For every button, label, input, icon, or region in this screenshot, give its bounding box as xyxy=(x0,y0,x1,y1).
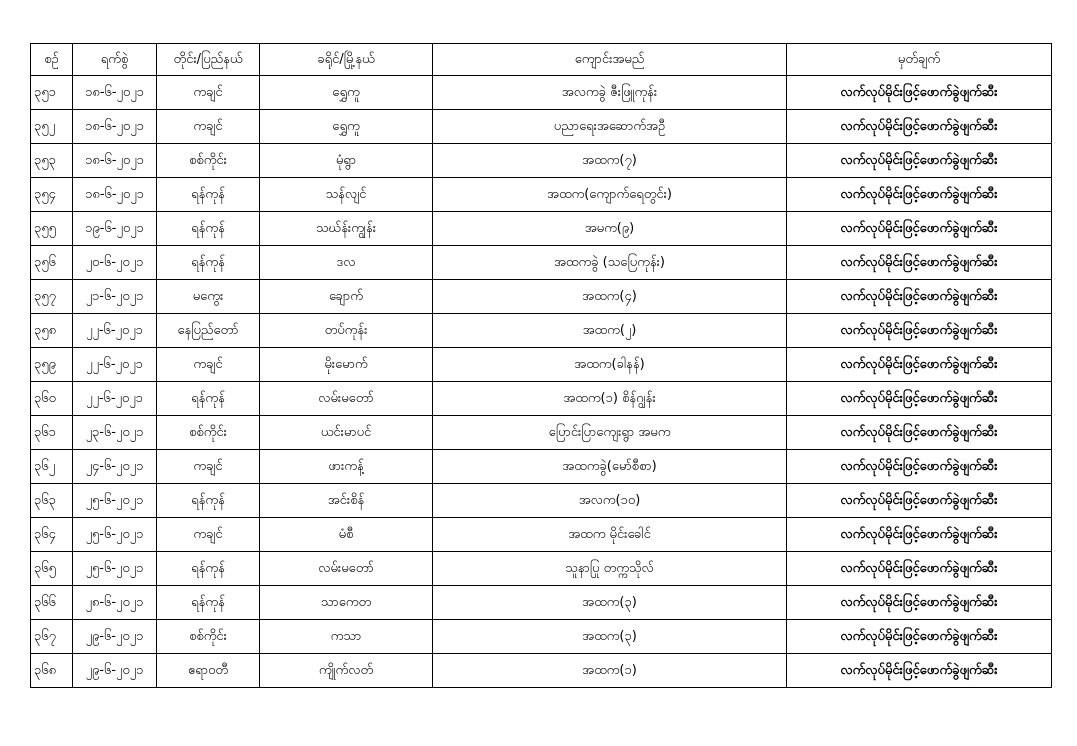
cell-region-state: ရန်ကုန် xyxy=(157,212,260,246)
cell-region-state: ရန်ကုန် xyxy=(157,484,260,518)
cell-serial-number: ၃၆၀ xyxy=(31,382,73,416)
cell-remarks: လက်လုပ်မိုင်းဖြင့်ဖောက်ခွဲဖျက်ဆီး xyxy=(787,620,1052,654)
table-row xyxy=(31,586,1052,620)
table-row xyxy=(31,416,1052,450)
cell-serial-number: ၃၆၂ xyxy=(31,450,73,484)
cell-date: ၁၈-၆-၂၀၂၁ xyxy=(73,110,157,144)
cell-remarks: လက်လုပ်မိုင်းဖြင့်ဖောက်ခွဲဖျက်ဆီး xyxy=(787,246,1052,280)
table-body xyxy=(31,76,1052,688)
cell-school-name: အလကခွဲ ဇီးဖြူကုန်း xyxy=(433,76,787,110)
cell-district-township: အင်းစိန် xyxy=(260,484,433,518)
cell-region-state: ရန်ကုန် xyxy=(157,178,260,212)
cell-school-name: အမက(၉) xyxy=(433,212,787,246)
cell-region-state: ကချင် xyxy=(157,110,260,144)
table-row xyxy=(31,382,1052,416)
cell-district-township: ရွှေကူ xyxy=(260,76,433,110)
incident-table xyxy=(30,43,1052,688)
cell-date: ၂၃-၆-၂၀၂၁ xyxy=(73,416,157,450)
cell-district-township: လမ်းမတော် xyxy=(260,382,433,416)
table-row xyxy=(31,178,1052,212)
cell-serial-number: ၃၅၂ xyxy=(31,110,73,144)
table-row xyxy=(31,314,1052,348)
table-row xyxy=(31,110,1052,144)
cell-district-township: ဖားကန့် xyxy=(260,450,433,484)
table-header xyxy=(31,44,1052,76)
cell-district-township: မုံရွာ xyxy=(260,144,433,178)
cell-district-township: သာကေတ xyxy=(260,586,433,620)
cell-remarks: လက်လုပ်မိုင်းဖြင့်ဖောက်ခွဲဖျက်ဆီး xyxy=(787,450,1052,484)
cell-district-township: သန်လျင် xyxy=(260,178,433,212)
cell-district-township: ရွှေကူ xyxy=(260,110,433,144)
cell-remarks: လက်လုပ်မိုင်းဖြင့်ဖောက်ခွဲဖျက်ဆီး xyxy=(787,76,1052,110)
cell-region-state: ဧရာဝတီ xyxy=(157,654,260,688)
cell-serial-number: ၃၅၁ xyxy=(31,76,73,110)
cell-school-name: အထက(၃) xyxy=(433,620,787,654)
cell-region-state: စစ်ကိုင်း xyxy=(157,144,260,178)
cell-region-state: ရန်ကုန် xyxy=(157,382,260,416)
cell-district-township: ဒလ xyxy=(260,246,433,280)
table-row xyxy=(31,348,1052,382)
cell-serial-number: ၃၅၈ xyxy=(31,314,73,348)
cell-school-name: အထက(၃) xyxy=(433,586,787,620)
cell-remarks: လက်လုပ်မိုင်းဖြင့်ဖောက်ခွဲဖျက်ဆီး xyxy=(787,280,1052,314)
cell-school-name: အလက(၁၀) xyxy=(433,484,787,518)
table-row xyxy=(31,280,1052,314)
cell-school-name: အထက(၁) စိန်ဂျွန်း xyxy=(433,382,787,416)
cell-school-name: အထကခွဲ(မော်စီစာ) xyxy=(433,450,787,484)
table-row xyxy=(31,212,1052,246)
header-row xyxy=(31,44,1052,76)
cell-date: ၂၉-၆-၂၀၂၁ xyxy=(73,654,157,688)
header-region-state: တိုင်း/ပြည်နယ် xyxy=(157,44,260,76)
cell-date: ၂၅-၆-၂၀၂၁ xyxy=(73,552,157,586)
cell-date: ၂၂-၆-၂၀၂၁ xyxy=(73,382,157,416)
cell-school-name: အထက(၄) xyxy=(433,280,787,314)
cell-date: ၂၉-၆-၂၀၂၁ xyxy=(73,620,157,654)
cell-school-name: အထက(၇) xyxy=(433,144,787,178)
cell-serial-number: ၃၆၇ xyxy=(31,620,73,654)
header-remarks: မှတ်ချက် xyxy=(787,44,1052,76)
table-row xyxy=(31,620,1052,654)
table-row xyxy=(31,654,1052,688)
cell-date: ၁၉-၆-၂၀၂၁ xyxy=(73,212,157,246)
cell-remarks: လက်လုပ်မိုင်းဖြင့်ဖောက်ခွဲဖျက်ဆီး xyxy=(787,382,1052,416)
cell-school-name: သူနာပြု တက္ကသိုလ် xyxy=(433,552,787,586)
cell-remarks: လက်လုပ်မိုင်းဖြင့်ဖောက်ခွဲဖျက်ဆီး xyxy=(787,552,1052,586)
cell-district-township: ကသာ xyxy=(260,620,433,654)
cell-region-state: ကချင် xyxy=(157,518,260,552)
cell-date: ၂၂-၆-၂၀၂၁ xyxy=(73,348,157,382)
cell-serial-number: ၃၅၇ xyxy=(31,280,73,314)
cell-date: ၁၈-၆-၂၀၂၁ xyxy=(73,178,157,212)
cell-region-state: ကချင် xyxy=(157,450,260,484)
cell-district-township: ကျိုက်လတ် xyxy=(260,654,433,688)
cell-serial-number: ၃၅၄ xyxy=(31,178,73,212)
cell-district-township: သဃ်န်းကျွန်း xyxy=(260,212,433,246)
cell-school-name: အထက(ခါနန်) xyxy=(433,348,787,382)
cell-school-name: ပြောင်းပြာကျေးရွာ အမက xyxy=(433,416,787,450)
cell-remarks: လက်လုပ်မိုင်းဖြင့်ဖောက်ခွဲဖျက်ဆီး xyxy=(787,518,1052,552)
cell-remarks: လက်လုပ်မိုင်းဖြင့်ဖောက်ခွဲဖျက်ဆီး xyxy=(787,654,1052,688)
cell-serial-number: ၃၆၁ xyxy=(31,416,73,450)
cell-serial-number: ၃၅၅ xyxy=(31,212,73,246)
cell-region-state: ရန်ကုန် xyxy=(157,586,260,620)
cell-school-name: အထကခွဲ (သပြေကုန်း) xyxy=(433,246,787,280)
cell-school-name: အထက(၁) xyxy=(433,654,787,688)
cell-school-name: ပညာရေးအဆောက်အဦ xyxy=(433,110,787,144)
cell-remarks: လက်လုပ်မိုင်းဖြင့်ဖောက်ခွဲဖျက်ဆီး xyxy=(787,586,1052,620)
cell-remarks: လက်လုပ်မိုင်းဖြင့်ဖောက်ခွဲဖျက်ဆီး xyxy=(787,314,1052,348)
cell-remarks: လက်လုပ်မိုင်းဖြင့်ဖောက်ခွဲဖျက်ဆီး xyxy=(787,484,1052,518)
cell-region-state: စစ်ကိုင်း xyxy=(157,620,260,654)
cell-region-state: ရန်ကုန် xyxy=(157,552,260,586)
cell-serial-number: ၃၆၄ xyxy=(31,518,73,552)
cell-region-state: စစ်ကိုင်း xyxy=(157,416,260,450)
cell-district-township: တပ်ကုန်း xyxy=(260,314,433,348)
header-district-township: ခရိုင်/မြို့နယ် xyxy=(260,44,433,76)
table-row xyxy=(31,246,1052,280)
cell-date: ၂၄-၆-၂၀၂၁ xyxy=(73,450,157,484)
header-school-name: ကျောင်းအမည် xyxy=(433,44,787,76)
table-row xyxy=(31,518,1052,552)
table-row xyxy=(31,552,1052,586)
table-row xyxy=(31,450,1052,484)
table-row xyxy=(31,76,1052,110)
cell-region-state: မကွေး xyxy=(157,280,260,314)
cell-region-state: နေပြည်တော် xyxy=(157,314,260,348)
cell-region-state: ကချင် xyxy=(157,348,260,382)
cell-district-township: ယင်းမာပင် xyxy=(260,416,433,450)
cell-district-township: လမ်းမတော် xyxy=(260,552,433,586)
cell-serial-number: ၃၆၅ xyxy=(31,552,73,586)
cell-date: ၂၁-၆-၂၀၂၁ xyxy=(73,280,157,314)
cell-region-state: ကချင် xyxy=(157,76,260,110)
table-row xyxy=(31,484,1052,518)
cell-date: ၂၅-၆-၂၀၂၁ xyxy=(73,484,157,518)
cell-remarks: လက်လုပ်မိုင်းဖြင့်ဖောက်ခွဲဖျက်ဆီး xyxy=(787,212,1052,246)
cell-date: ၂၂-၆-၂၀၂၁ xyxy=(73,314,157,348)
cell-remarks: လက်လုပ်မိုင်းဖြင့်ဖောက်ခွဲဖျက်ဆီး xyxy=(787,110,1052,144)
cell-date: ၁၈-၆-၂၀၂၁ xyxy=(73,76,157,110)
cell-date: ၁၈-၆-၂၀၂၁ xyxy=(73,144,157,178)
cell-region-state: ရန်ကုန် xyxy=(157,246,260,280)
cell-serial-number: ၃၆၈ xyxy=(31,654,73,688)
cell-district-township: မိုးမောက် xyxy=(260,348,433,382)
cell-date: ၂၀-၆-၂၀၂၁ xyxy=(73,246,157,280)
cell-school-name: အထက မိုင်းခေါင် xyxy=(433,518,787,552)
cell-remarks: လက်လုပ်မိုင်းဖြင့်ဖောက်ခွဲဖျက်ဆီး xyxy=(787,178,1052,212)
cell-remarks: လက်လုပ်မိုင်းဖြင့်ဖောက်ခွဲဖျက်ဆီး xyxy=(787,416,1052,450)
cell-remarks: လက်လုပ်မိုင်းဖြင့်ဖောက်ခွဲဖျက်ဆီး xyxy=(787,144,1052,178)
cell-district-township: မံစီ xyxy=(260,518,433,552)
cell-serial-number: ၃၆၆ xyxy=(31,586,73,620)
cell-school-name: အထက(၂) xyxy=(433,314,787,348)
table-row xyxy=(31,144,1052,178)
cell-district-township: ချောက် xyxy=(260,280,433,314)
header-serial-number: စဉ် xyxy=(31,44,73,76)
cell-serial-number: ၃၅၆ xyxy=(31,246,73,280)
cell-serial-number: ၃၅၃ xyxy=(31,144,73,178)
cell-serial-number: ၃၆၃ xyxy=(31,484,73,518)
cell-school-name: အထက(ကျောက်ရေတွင်း) xyxy=(433,178,787,212)
cell-serial-number: ၃၅၉ xyxy=(31,348,73,382)
cell-remarks: လက်လုပ်မိုင်းဖြင့်ဖောက်ခွဲဖျက်ဆီး xyxy=(787,348,1052,382)
header-date: ရက်စွဲ xyxy=(73,44,157,76)
cell-date: ၂၈-၆-၂၀၂၁ xyxy=(73,586,157,620)
cell-date: ၂၅-၆-၂၀၂၁ xyxy=(73,518,157,552)
